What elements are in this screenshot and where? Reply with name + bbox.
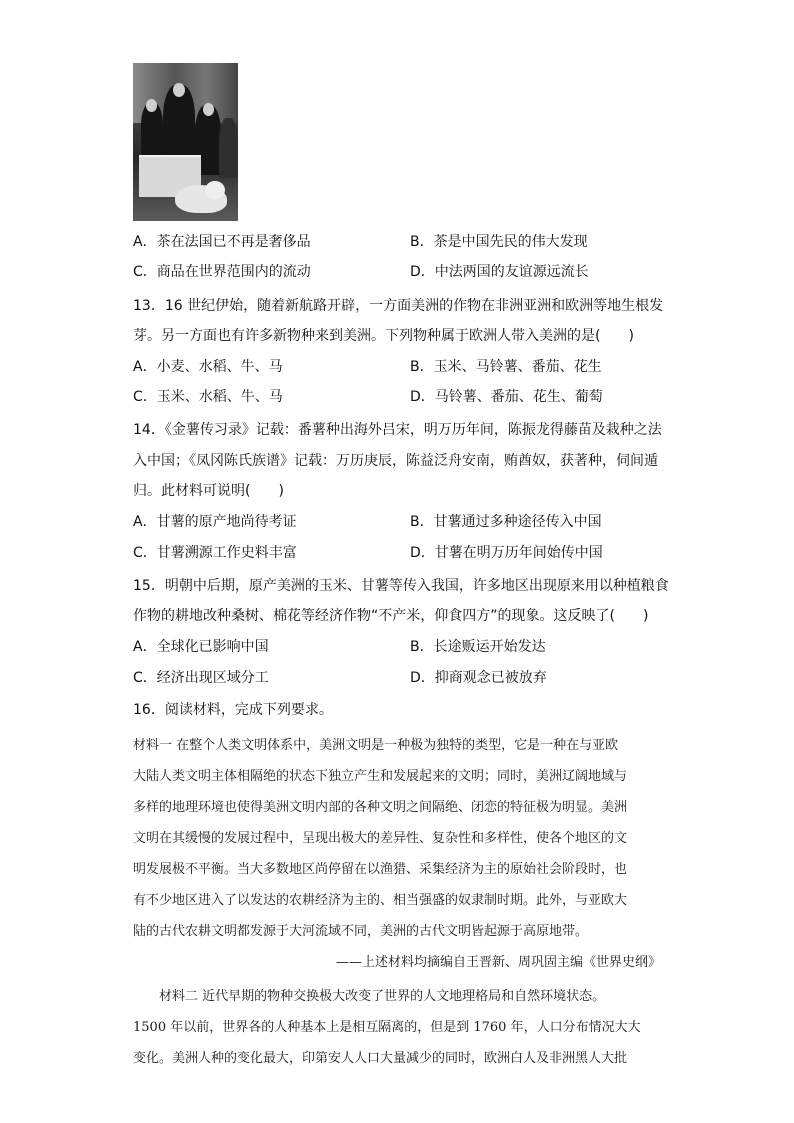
material-source: ——上述材料均摘编自王晋新、周巩固主编《世界史纲》 bbox=[335, 955, 661, 970]
q15-option-c: C．经济出现区域分工 bbox=[133, 670, 269, 686]
material-two-line: 变化。美洲人种的变化最大，印第安人人口大量减少的同时，欧洲白人及非洲黑人大批 bbox=[133, 1051, 628, 1066]
q15-option-d: D．抑商观念已被放弃 bbox=[410, 670, 547, 686]
q14-option-a: A．甘薯的原产地尚待考证 bbox=[133, 514, 297, 530]
material-two-line: 材料二 近代早期的物种交换极大改变了世界的人文地理格局和自然环境状态。 bbox=[159, 989, 606, 1004]
material-one-line: 文明在其缓慢的发展过程中，呈现出极大的差异性、复杂性和多样性，使各个地区的文 bbox=[133, 831, 628, 846]
q12-option-d: D．中法两国的友谊源远流长 bbox=[410, 264, 589, 280]
q13-stem-line1: 13．16 世纪伊始，随着新航路开辟，一方面美洲的作物在非洲亚洲和欧洲等地生根发 bbox=[133, 298, 664, 314]
q16-stem: 16．阅读材料，完成下列要求。 bbox=[133, 702, 333, 718]
q15-stem-line2: 作物的耕地改种桑树、棉花等经济作物“不产米，仰食四方”的现象。这反映了( ) bbox=[133, 608, 649, 624]
q13-stem-line2: 芽。另一方面也有许多新物种来到美洲。下列物种属于欧洲人带入美洲的是( ) bbox=[133, 328, 634, 344]
q12-option-c: C．商品在世界范围内的流动 bbox=[133, 264, 311, 280]
q13-option-d: D．马铃薯、番茄、花生、葡萄 bbox=[410, 389, 603, 405]
q14-option-d: D．甘薯在明万历年间始传中国 bbox=[410, 545, 603, 561]
material-one-line: 大陆人类文明主体相隔绝的状态下独立产生和发展起来的文明；同时，美洲辽阔地域与 bbox=[133, 769, 628, 784]
material-one-line: 明发展极不平衡。当大多数地区尚停留在以渔猎、采集经济为主的原始社会阶段时，也 bbox=[133, 862, 628, 877]
material-one-line: 陆的古代农耕文明都发源于大河流域不同，美洲的古代文明皆起源于高原地带。 bbox=[133, 924, 589, 939]
q15-stem-line1: 15．明朝中后期，原产美洲的玉米、甘薯等传入我国，许多地区出现原来用以种植粮食 bbox=[133, 578, 669, 594]
material-one-line: 有不少地区进入了以发达的农耕经济为主的、相当强盛的奴隶制时期。此外，与亚欧大 bbox=[133, 893, 628, 908]
material-two-line: 1500 年以前，世界各的人种基本上是相互隔离的，但是到 1760 年，人口分布情况大大 bbox=[133, 1020, 641, 1035]
painting-photo bbox=[133, 63, 238, 221]
q13-option-b: B．玉米、马铃薯、番茄、花生 bbox=[410, 359, 602, 375]
q14-stem-line2: 入中国；《凤冈陈氏族谱》记载：万历庚辰，陈益泛舟安南，贿酋奴，获著种，伺间遁 bbox=[133, 453, 658, 469]
q14-option-c: C．甘薯溯源工作史料丰富 bbox=[133, 545, 297, 561]
q12-option-b: B．茶是中国先民的伟大发现 bbox=[410, 234, 588, 250]
q13-option-a: A．小麦、水稻、牛、马 bbox=[133, 359, 283, 375]
q15-option-b: B．长途贩运开始发达 bbox=[410, 639, 546, 655]
q14-stem-line1: 14．《金薯传习录》记载：番薯种出海外吕宋，明万历年间，陈振龙得藤苗及栽种之法 bbox=[133, 422, 662, 438]
q13-option-c: C．玉米、水稻、牛、马 bbox=[133, 389, 283, 405]
q14-option-b: B．甘薯通过多种途径传入中国 bbox=[410, 514, 602, 530]
material-one-line: 多样的地理环境也使得美洲文明内部的各种文明之间隔绝、闭恋的特征极为明显。美洲 bbox=[133, 800, 628, 815]
material-one-line: 材料一 在整个人类文明体系中，美洲文明是一种极为独特的类型，它是一种在与亚欧 bbox=[133, 738, 619, 753]
q14-stem-line3: 归。此材料可说明( ) bbox=[133, 483, 284, 499]
q12-option-a: A．茶在法国已不再是奢侈品 bbox=[133, 234, 311, 250]
q15-option-a: A．全球化已影响中国 bbox=[133, 639, 269, 655]
